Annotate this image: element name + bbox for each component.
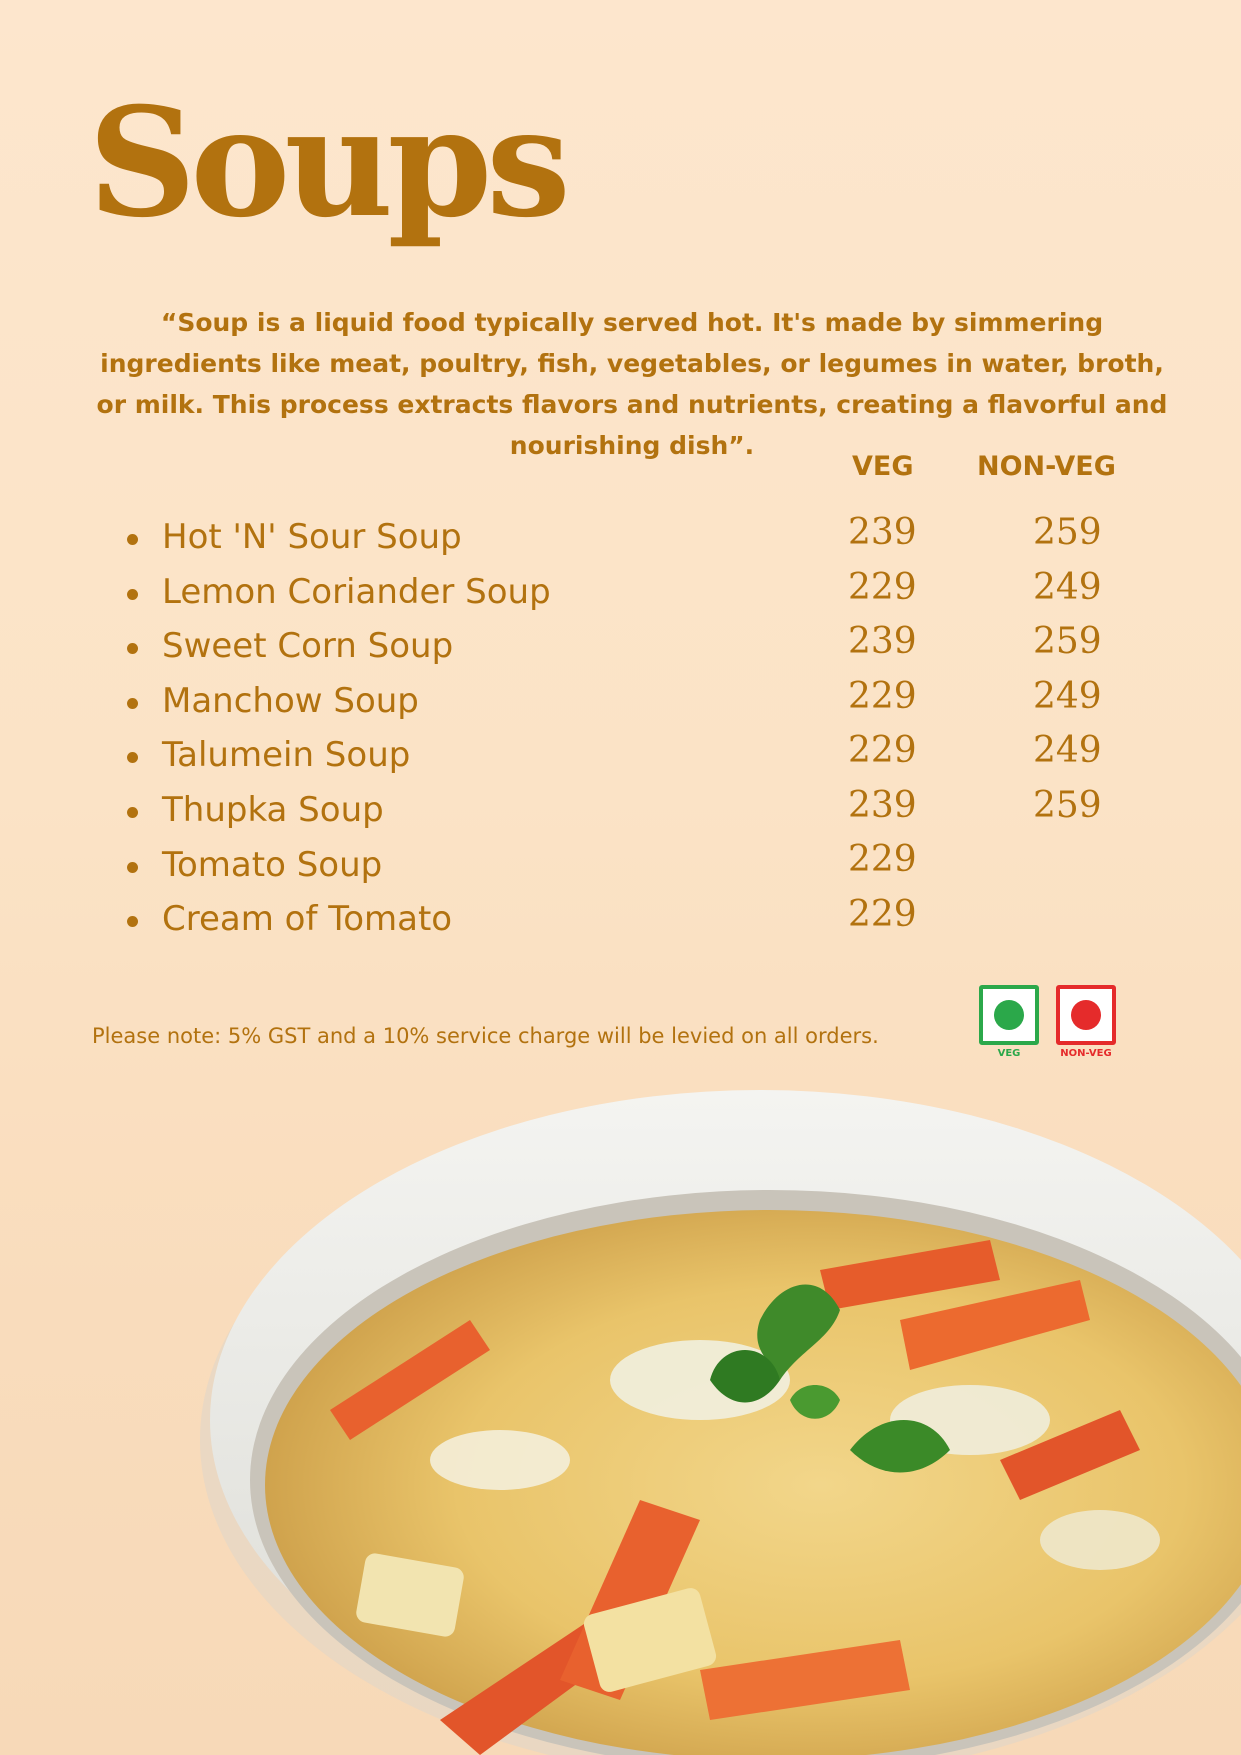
menu-item-name: Hot 'N' Sour Soup bbox=[162, 517, 462, 557]
veg-symbol-icon bbox=[979, 985, 1039, 1045]
nonveg-symbol-icon bbox=[1056, 985, 1116, 1045]
veg-price: 229 bbox=[848, 839, 917, 880]
soup-description: “Soup is a liquid food typically served hot. It's made by simmering ingredients like meat, poultry, fish, vegetables, or legumes in water, broth, or milk. This process extracts flavors and nutrients, creating a flavorful and nourishing dish”. bbox=[96, 308, 1168, 460]
nonveg-price: 249 bbox=[1033, 567, 1102, 608]
soup-menu-list bbox=[125, 510, 551, 947]
bullet-icon bbox=[127, 752, 138, 763]
menu-item bbox=[125, 510, 551, 565]
veg-price: 239 bbox=[848, 785, 917, 826]
menu-item-name: Lemon Coriander Soup bbox=[162, 571, 551, 612]
veg-price: 229 bbox=[848, 567, 917, 608]
nonveg-column-header: NON-VEG bbox=[977, 451, 1116, 482]
menu-item bbox=[125, 728, 551, 783]
veg-price: 229 bbox=[848, 730, 917, 771]
soup-bowl-image bbox=[0, 1080, 1241, 1755]
bullet-icon bbox=[127, 534, 138, 545]
menu-item bbox=[125, 674, 551, 729]
bullet-icon bbox=[127, 643, 138, 654]
menu-item bbox=[125, 892, 551, 947]
menu-item bbox=[125, 783, 551, 838]
menu-item-name: Sweet Corn Soup bbox=[162, 626, 454, 667]
page-title: Soups bbox=[88, 75, 565, 251]
bullet-icon bbox=[127, 807, 138, 818]
veg-column-header: VEG bbox=[852, 451, 914, 482]
menu-item bbox=[125, 838, 551, 893]
nonveg-price: 259 bbox=[1033, 621, 1102, 662]
tax-note: Please note: 5% GST and a 10% service charge will be levied on all orders. bbox=[92, 1024, 879, 1048]
nonveg-price: 259 bbox=[1033, 512, 1102, 553]
bullet-icon bbox=[127, 862, 138, 873]
veg-price: 239 bbox=[848, 621, 917, 662]
bullet-icon bbox=[127, 916, 138, 927]
nonveg-price: 249 bbox=[1033, 676, 1102, 717]
menu-item-name: Cream of Tomato bbox=[162, 899, 453, 940]
veg-symbol-label: VEG bbox=[997, 1048, 1021, 1059]
menu-item-name: Manchow Soup bbox=[162, 680, 419, 721]
menu-item bbox=[125, 565, 551, 620]
nonveg-symbol-label: NON-VEG bbox=[1060, 1048, 1112, 1059]
menu-item-name: Talumein Soup bbox=[162, 735, 411, 776]
menu-item-name: Tomato Soup bbox=[162, 844, 383, 885]
menu-item bbox=[125, 619, 551, 674]
soup-bowl-illustration bbox=[0, 1080, 1241, 1755]
nonveg-price: 249 bbox=[1033, 730, 1102, 771]
nonveg-price: 259 bbox=[1033, 785, 1102, 826]
bullet-icon bbox=[127, 589, 138, 600]
veg-price: 229 bbox=[848, 894, 917, 935]
veg-price: 239 bbox=[848, 512, 917, 553]
bullet-icon bbox=[127, 698, 138, 709]
menu-item-name: Thupka Soup bbox=[162, 789, 384, 830]
veg-price: 229 bbox=[848, 676, 917, 717]
